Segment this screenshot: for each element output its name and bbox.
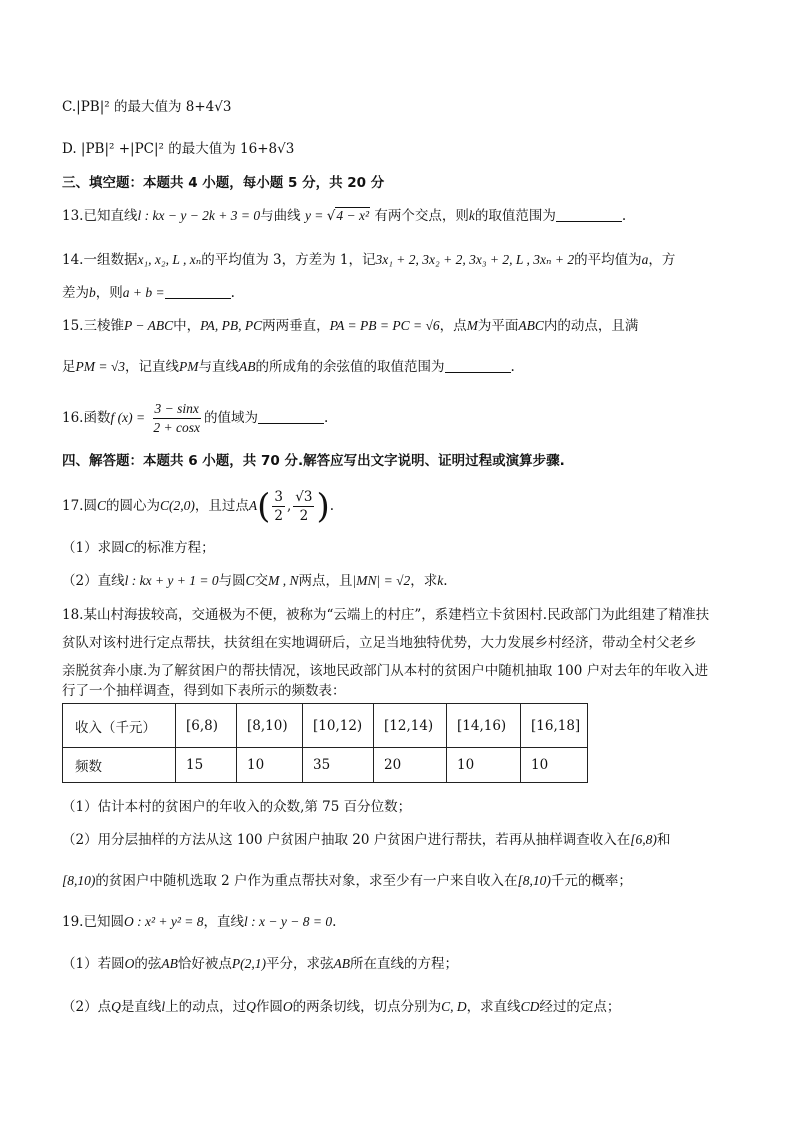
q17-text: 两点，且: [298, 573, 353, 589]
table-cell-freq: 20: [374, 748, 447, 783]
q19-end: .: [332, 914, 337, 930]
q19-cd: CD: [520, 999, 540, 1014]
q18-text: （2）用分层抽样的方法从这 100 户贫困户抽取 20 户贫困户进行帮扶，若再从抽样调查收入在: [62, 832, 631, 848]
q19-text: 的两条切线，切点分别为: [292, 999, 442, 1015]
q14-data-1: x₁, x₂, L , xₙ: [137, 252, 202, 267]
table-cell-interval: [8,10): [237, 704, 303, 748]
q18-para-line-4: 行了一个抽样调查，得到如下表所示的频数表：: [62, 683, 346, 699]
q17-points: M , N: [268, 573, 299, 588]
q16-text: 16.函数: [62, 410, 111, 426]
q19-text: （2）点: [62, 999, 112, 1015]
question-17-part-1: [62, 538, 734, 558]
q16-answer-blank[interactable]: [258, 409, 324, 424]
q15-answer-blank[interactable]: [445, 358, 511, 373]
q19-p: P(2,1): [231, 956, 266, 971]
q14-text: ，则: [95, 285, 123, 301]
q19-text: ，直线: [203, 914, 245, 930]
q15-plane-abc: ABC: [518, 318, 544, 333]
q13-prefix: 13.已知直线: [62, 208, 138, 224]
q13-curve-radicand: 4 − x²: [336, 208, 370, 223]
question-19-part-2: [62, 997, 734, 1017]
q19-text: ，求直线: [466, 999, 521, 1015]
q18-part-2-line-1: [62, 830, 734, 850]
q16-numerator: 3 − sinx: [153, 400, 201, 419]
q17-text: 的标准方程；: [133, 540, 215, 556]
table-cell-freq: 10: [447, 748, 521, 783]
q15-text: 中，: [173, 318, 201, 334]
q14-text: ，方: [648, 252, 676, 268]
question-15-line-2: [62, 357, 734, 377]
q17-text: ，求: [410, 573, 438, 589]
table-cell-header: 频数: [63, 748, 176, 783]
question-19: [62, 912, 734, 932]
table-cell-interval: [10,12): [303, 704, 374, 748]
q14-var-a: a: [641, 252, 649, 267]
frequency-table: [62, 703, 588, 783]
q14-sum: a + b =: [122, 285, 165, 300]
question-13: [62, 206, 734, 226]
q18-para-line-3: 亲脱贫奔小康.为了解贫困户的帮扶情况，该地民政部门从本村的贫困户中随机抽取 100 户对去年的年收入进: [62, 663, 709, 679]
q17-text: ，且过点: [194, 498, 249, 514]
q15-eq: PA = PB = PC = √6: [329, 318, 440, 333]
q17-text: （1）求圆: [62, 540, 125, 556]
section-4-heading: 四、解答题：本题共 6 小题，共 70 分.解答应写出文字说明、证明过程或演算步骤.: [62, 453, 565, 469]
table-cell-freq: 10: [521, 748, 588, 783]
q18-text: 的贫困户中随机选取 2 户作为重点帮扶对象，求至少有一户来自收入在: [95, 873, 518, 889]
table-cell-freq: 15: [176, 748, 237, 783]
q13-var-k: k: [468, 208, 475, 223]
q17-line-eq: l : kx + y + 1 = 0: [124, 573, 219, 588]
q15-pyramid: P − ABC: [123, 318, 174, 333]
q16-end: .: [323, 410, 329, 426]
q13-line-eq: l : kx − y − 2k + 3 = 0: [137, 208, 261, 223]
right-paren: ): [316, 486, 330, 527]
option-c: C.|PB|² 的最大值为 8+4√3: [62, 99, 232, 115]
q18-part-2-line-2: [62, 871, 734, 891]
q18-interval: [8,10): [62, 873, 96, 888]
q17-mn: |MN| = √2: [352, 573, 411, 588]
q18-text: 和: [656, 832, 671, 848]
q19-l: l: [161, 999, 166, 1014]
q15-text: 为平面: [477, 318, 519, 334]
q15-line-pm: PM: [179, 359, 199, 374]
q19-o: O: [282, 999, 293, 1014]
question-16: [62, 398, 734, 438]
q15-text: 的所成角的余弦值的取值范围为: [255, 359, 445, 375]
q19-ab: AB: [161, 956, 178, 971]
table-cell-interval: [14,16): [447, 704, 521, 748]
question-15-line-1: [62, 316, 734, 336]
question-17: 17.圆C的圆心为C(2,0)，且过点A( $\frac{3}{2}$ , $\frac{√3}{2}$ ).: [62, 486, 335, 527]
q18-para-line-2: 贫队对该村进行定点帮扶，扶贫组在实地调研后，立足当地独特优势，大力发展乡村经济，带动全村父老乡: [62, 635, 697, 651]
q15-pm: PM = √3: [75, 359, 126, 374]
q17-circle-c: C: [124, 540, 134, 555]
q17-end: .: [443, 573, 448, 589]
table-cell-interval: [12,14): [374, 704, 447, 748]
table-row: [63, 748, 588, 783]
q19-text: 经过的定点；: [539, 999, 621, 1015]
q15-text: ，记直线: [125, 359, 180, 375]
q19-circle: O : x² + y² = 8: [123, 914, 204, 929]
q19-text: 的弦: [134, 956, 162, 972]
q13-curve-lhs: y =: [304, 208, 327, 223]
q19-text: 19.已知圆: [62, 914, 124, 930]
q14-data-2: 3x₁ + 2, 3x₂ + 2, 3x₃ + 2, L , 3xₙ + 2: [375, 252, 575, 267]
q17-text: （2）直线: [62, 573, 125, 589]
q17-x-fraction: [272, 488, 285, 525]
q13-end: .: [621, 208, 627, 224]
q15-text: 15.三棱锥: [62, 318, 124, 334]
q19-text: 上的动点，过: [165, 999, 247, 1015]
question-17-part-2: [62, 571, 734, 591]
q14-var-b: b: [89, 285, 96, 300]
q17-y-den: 2: [299, 508, 309, 524]
q18-interval: [6,8): [630, 832, 657, 847]
q15-line-ab: AB: [239, 359, 256, 374]
q14-answer-blank[interactable]: [165, 284, 231, 299]
q17-k: k: [437, 573, 444, 588]
sqrt-sign: √: [326, 208, 336, 224]
q18-part-1: （1）估计本村的贫困户的年收入的众数,第 75 百分位数；: [62, 799, 412, 815]
q18-interval: [8,10): [517, 873, 551, 888]
q15-text: ，点: [439, 318, 467, 334]
q19-cd: C, D: [441, 999, 467, 1014]
q16-fraction: [151, 400, 202, 437]
question-19-part-1: [62, 954, 734, 974]
q18-text: 千元的概率；: [550, 873, 632, 889]
q17-y-num: √3: [295, 489, 313, 505]
q14-text: 14.一组数据: [62, 252, 138, 268]
q18-para-line-1: 18.某山村海拔较高，交通极为不便，被称为“云端上的村庄”，系建档立卡贫困村.民政部门为此组建了精准扶: [62, 607, 710, 623]
q17-circle-c: C: [96, 498, 106, 513]
q19-text: 是直线: [120, 999, 162, 1015]
q17-x-num: 3: [274, 489, 283, 505]
table-cell-interval: [16,18]: [521, 704, 588, 748]
question-14-line-1: [62, 250, 734, 270]
q13-tail2: 的取值范围为: [474, 208, 556, 224]
q17-text: 与圆: [218, 573, 246, 589]
q14-text: 差为: [62, 285, 89, 301]
table-cell-freq: 10: [237, 748, 303, 783]
section-3-heading: 三、填空题：本题共 4 小题，每小题 5 分，共 20 分: [62, 175, 385, 191]
q15-edges: PA, PB, PC: [200, 318, 263, 333]
q17-text: 的圆心为: [106, 498, 160, 514]
q19-ab: AB: [333, 956, 350, 971]
q13-mid: 与曲线: [260, 208, 301, 224]
q14-text: 的平均值为 3，方差为 1，记: [201, 252, 376, 268]
q17-point-a: A: [248, 498, 258, 513]
option-d: D. |PB|² +|PC|² 的最大值为 16+8√3: [62, 141, 295, 157]
q13-answer-blank[interactable]: [556, 207, 622, 222]
q16-func: f (x) =: [110, 410, 146, 425]
q19-o: O: [124, 956, 135, 971]
q14-end: .: [230, 285, 235, 301]
q15-text: 两两垂直，: [262, 318, 330, 334]
q16-denominator: 2 + cosx: [153, 420, 200, 435]
q17-center: C(2,0): [160, 498, 195, 513]
q17-end: .: [329, 498, 335, 514]
table-cell-freq: 35: [303, 748, 374, 783]
q19-q: Q: [246, 999, 256, 1014]
q19-q: Q: [111, 999, 121, 1014]
left-paren: (: [257, 486, 271, 527]
q19-line: l : x − y − 8 = 0: [244, 914, 333, 929]
q19-text: 作圆: [255, 999, 283, 1015]
q15-text: 内的动点，且满: [543, 318, 639, 334]
q15-point-m: M: [466, 318, 478, 333]
q15-text: 足: [62, 359, 76, 375]
q17-y-fraction: [293, 488, 314, 525]
q17-x-den: 2: [274, 508, 283, 524]
table-cell-interval: [6,8): [176, 704, 237, 748]
table-cell-header: 收入（千元）: [63, 704, 176, 748]
q19-text: 平分，求弦: [265, 956, 334, 972]
q13-tail: 有两个交点，则: [374, 208, 469, 224]
q15-end: .: [510, 359, 515, 375]
q14-text: 的平均值为: [574, 252, 642, 268]
q19-text: 所在直线的方程；: [349, 956, 458, 972]
q15-text: 与直线: [198, 359, 240, 375]
q19-text: （1）若圆: [62, 956, 125, 972]
table-row: [63, 704, 588, 748]
q17-text: 17.圆: [62, 498, 97, 514]
q17-circle-c: C: [245, 573, 255, 588]
q19-text: 恰好被点: [177, 956, 232, 972]
q16-text: 的值域为: [203, 410, 258, 426]
q17-text: 交: [254, 573, 269, 589]
question-14-line-2: [62, 283, 734, 303]
